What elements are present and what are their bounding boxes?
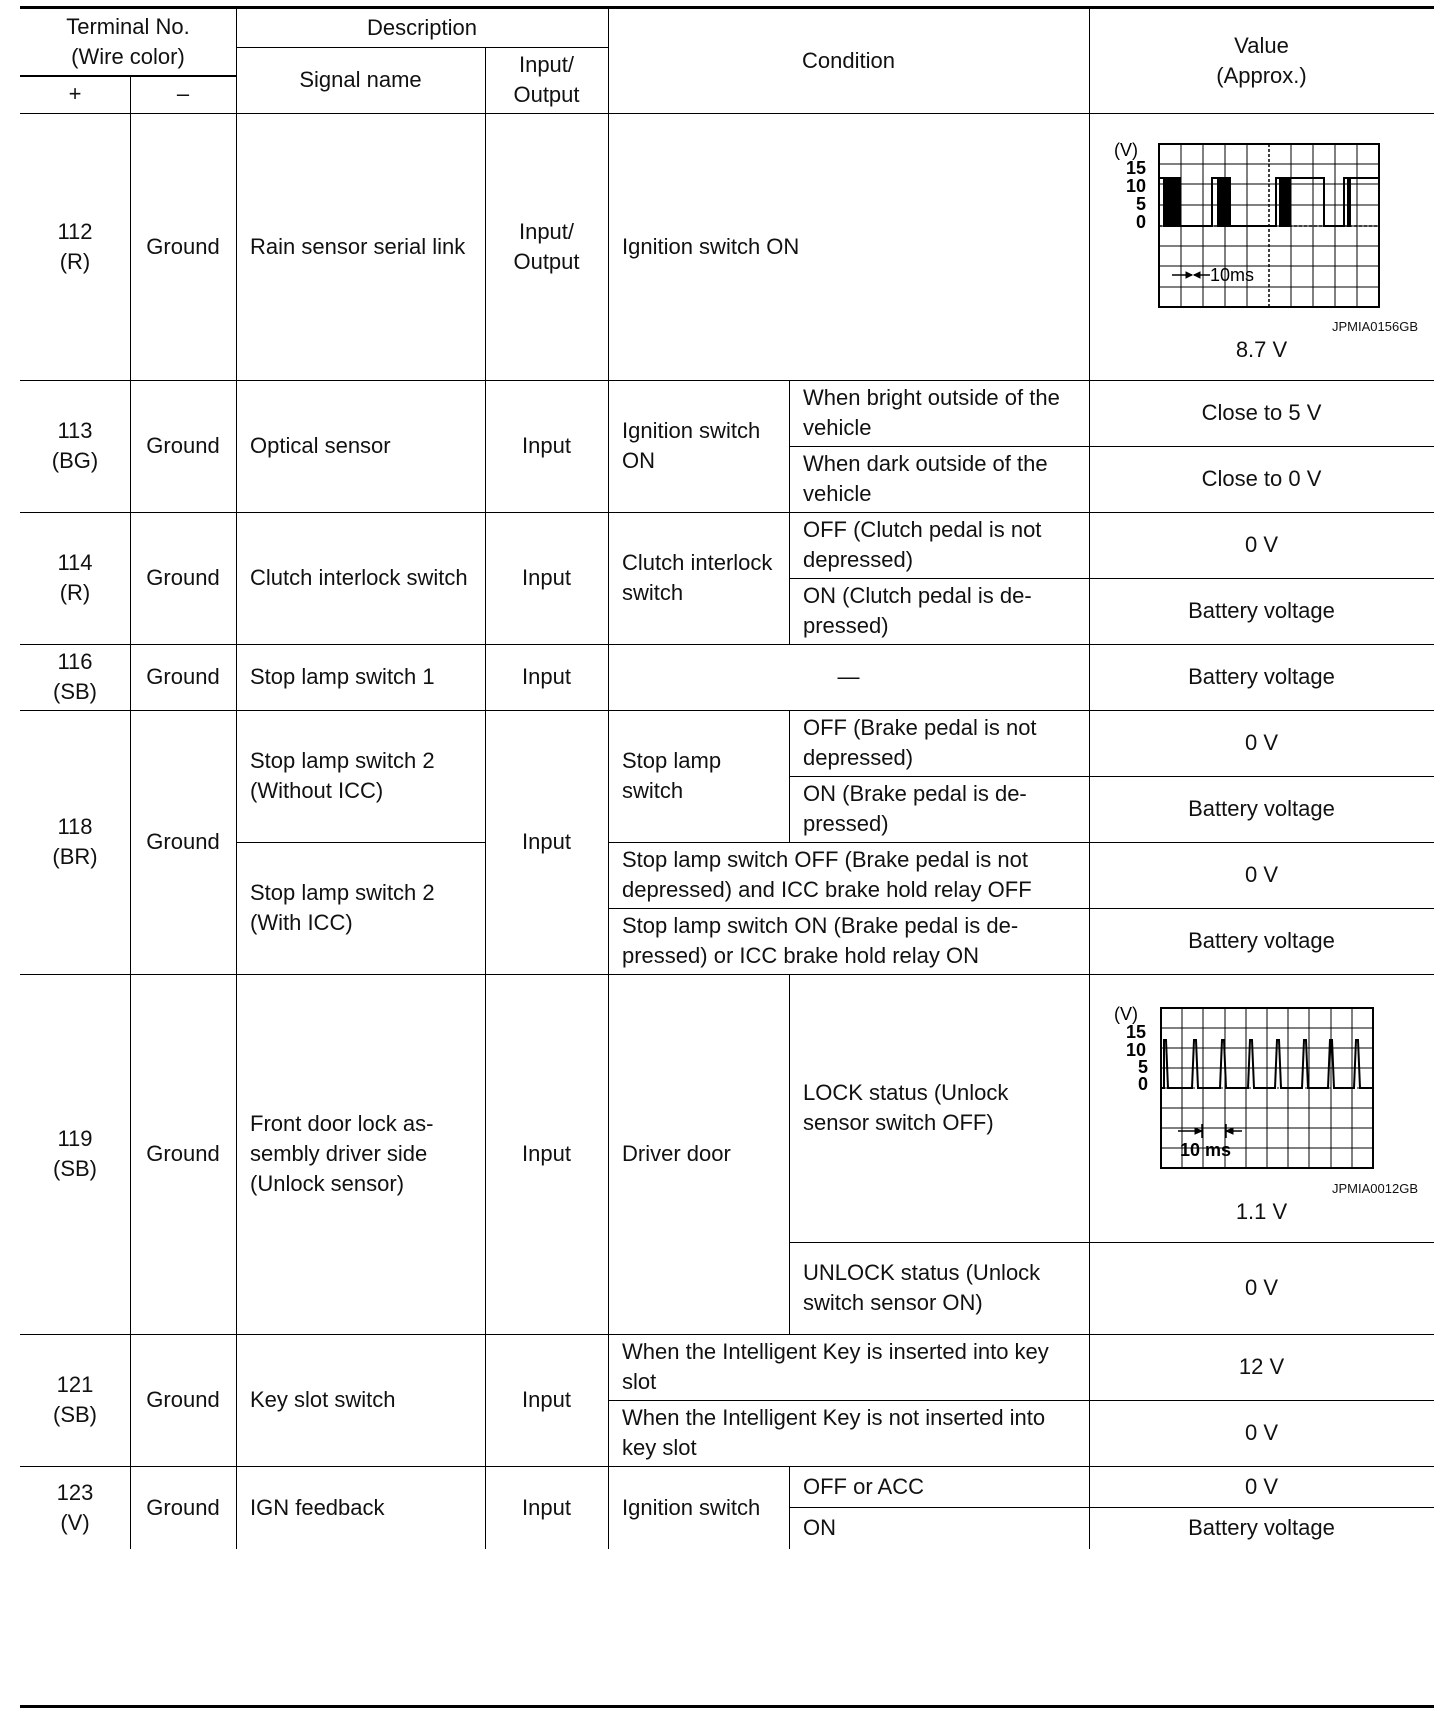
- signal-121: Key slot switch: [250, 1387, 396, 1412]
- value-123-off: 0 V: [1244, 1473, 1279, 1499]
- header-value: [1089, 9, 1434, 113]
- value-116: Battery voltage: [1188, 664, 1335, 689]
- header-approx-label: (Approx.): [1216, 63, 1307, 88]
- wave1-tick-5: 5: [1135, 194, 1146, 214]
- grid-line: [20, 974, 1434, 975]
- wave1-time-label: 10ms: [1209, 265, 1254, 285]
- io-118: Input: [522, 829, 571, 854]
- value-121-not-inserted: 0 V: [1244, 1420, 1279, 1445]
- sub-condition-118-on: ON (Brake pedal is de-pressed): [803, 781, 1027, 836]
- grid-line: [20, 1466, 1434, 1467]
- io-116: Input: [522, 664, 571, 689]
- value-118-off: 0 V: [1244, 730, 1279, 755]
- wire-color: (BR): [52, 844, 98, 869]
- signal-118-with-icc: Stop lamp switch 2 (With ICC): [250, 880, 435, 935]
- grid-line: [20, 75, 236, 77]
- sub-condition-114-on: ON (Clutch pedal is de-pressed): [803, 583, 1032, 638]
- value-119-unlock: 0 V: [1244, 1275, 1279, 1300]
- wave2-id: JPMIA0012GB: [1332, 1180, 1418, 1196]
- value-118-icc-on: Battery voltage: [1188, 928, 1335, 953]
- signal-119: Front door lock as-sembly driver side (Unlock sensor): [250, 1111, 434, 1196]
- sub-condition-113-dark: When dark outside of the vehicle: [803, 451, 1048, 506]
- grid-line: [130, 75, 131, 1549]
- grid-line: [789, 578, 1434, 579]
- sub-condition-118-off: OFF (Brake pedal is not depressed): [803, 715, 1037, 770]
- signal-114: Clutch interlock switch: [250, 565, 468, 590]
- header-wire-color: (Wire color): [71, 44, 185, 69]
- sub-condition-123-off: OFF or ACC: [803, 1473, 925, 1499]
- terminal-116: [20, 644, 130, 710]
- condition-123: Ignition switch: [622, 1494, 761, 1520]
- wave2-tick-10: 10: [1125, 1039, 1146, 1060]
- condition-116: —: [837, 664, 860, 689]
- terminal-123: [20, 1466, 130, 1549]
- terminal-number: 119: [57, 1126, 93, 1151]
- grid-line: [20, 644, 1434, 645]
- condition-118-icc-on: Stop lamp switch ON (Brake pedal is de-pressed) or ICC brake hold relay ON: [622, 913, 1019, 968]
- ground-121: Ground: [146, 1387, 220, 1412]
- wire-color: (V): [60, 1509, 90, 1535]
- io-123: Input: [522, 1494, 571, 1520]
- header-input-output: Input/ Output: [513, 52, 580, 107]
- wire-color: (SB): [53, 679, 97, 704]
- value-118-on: Battery voltage: [1188, 796, 1335, 821]
- header-signal-name: Signal name: [299, 67, 422, 92]
- wave1-unit: (V): [1113, 140, 1138, 160]
- grid-line: [789, 1507, 1434, 1508]
- value-119-lock: [1089, 974, 1434, 1242]
- signal-113: Optical sensor: [250, 433, 391, 458]
- value-121-inserted: 12 V: [1238, 1354, 1285, 1379]
- sub-condition-113-bright: When bright outside of the vehicle: [803, 385, 1060, 440]
- ground-113: Ground: [146, 433, 220, 458]
- terminal-number: 118: [57, 814, 93, 839]
- terminal-number: 113: [57, 418, 93, 443]
- wire-color: (R): [59, 580, 91, 605]
- io-112: Input/ Output: [513, 218, 580, 274]
- grid-line: [20, 512, 1434, 513]
- header-condition: Condition: [802, 48, 895, 73]
- grid-line: [789, 776, 1434, 777]
- value-119-lock-text: 1.1 V: [1235, 1198, 1288, 1224]
- terminal-number: 116: [57, 649, 93, 674]
- grid-line: [236, 47, 608, 48]
- value-112: [1089, 113, 1434, 380]
- value-123-on: Battery voltage: [1188, 1515, 1335, 1540]
- grid-line: [485, 47, 486, 1549]
- header-plus: +: [68, 81, 82, 106]
- condition-118-icc-off: Stop lamp switch OFF (Brake pedal is not depressed) and ICC brake hold relay OFF: [622, 847, 1032, 902]
- sub-condition-123-on: ON: [803, 1515, 836, 1540]
- wire-color: (BG): [51, 448, 99, 473]
- value-114-on: Battery voltage: [1188, 598, 1335, 623]
- terminal-112: [20, 113, 130, 380]
- io-114: Input: [522, 565, 571, 590]
- signal-118-without-icc: Stop lamp switch 2 (Without ICC): [250, 748, 435, 803]
- wave1-tick-15: 15: [1125, 158, 1146, 178]
- ground-119: Ground: [146, 1141, 220, 1166]
- ground-112: Ground: [146, 233, 220, 259]
- terminal-121: [20, 1334, 130, 1466]
- sub-condition-114-off: OFF (Clutch pedal is not depressed): [803, 517, 1042, 572]
- wave2-unit: (V): [1113, 1003, 1138, 1024]
- value-114-off: 0 V: [1244, 532, 1279, 557]
- value-113-dark: Close to 0 V: [1201, 466, 1322, 491]
- waveform-rain-sensor: [1112, 134, 1412, 319]
- terminal-number: 112: [57, 218, 93, 244]
- wave1-tick-0: 0: [1135, 212, 1146, 232]
- terminal-number: 114: [57, 550, 93, 575]
- grid-line: [789, 1242, 1434, 1243]
- sub-condition-119-unlock: UNLOCK status (Unlock switch sensor ON): [803, 1260, 1041, 1315]
- grid-line: [608, 9, 609, 1549]
- grid-line: [608, 908, 1434, 909]
- grid-line: [608, 1400, 1434, 1401]
- ground-116: Ground: [146, 664, 220, 689]
- header-value-label: Value: [1234, 33, 1289, 58]
- grid-line: [20, 710, 1434, 711]
- grid-line: [789, 446, 1434, 447]
- ground-118: Ground: [146, 829, 220, 854]
- wave2-tick-5: 5: [1137, 1056, 1148, 1077]
- header-minus: –: [176, 81, 190, 106]
- grid-line: [789, 974, 790, 1334]
- condition-118: Stop lamp switch: [622, 748, 722, 803]
- terminal-119: [20, 974, 130, 1334]
- wave2-tick-0: 0: [1137, 1073, 1148, 1094]
- signal-123: IGN feedback: [250, 1494, 385, 1520]
- terminal-113: [20, 380, 130, 512]
- condition-119: Driver door: [622, 1141, 731, 1166]
- terminal-118: [20, 710, 130, 974]
- wave2-tick-15: 15: [1125, 1021, 1146, 1042]
- terminal-114: [20, 512, 130, 644]
- grid-line: [20, 113, 1434, 114]
- terminal-number: 123: [56, 1479, 94, 1505]
- io-119: Input: [522, 1141, 571, 1166]
- header-terminal-label: Terminal No.: [66, 14, 190, 39]
- condition-114: Clutch interlock switch: [622, 550, 773, 605]
- grid-line: [20, 1334, 1434, 1335]
- io-113: Input: [522, 433, 571, 458]
- ground-123: Ground: [146, 1494, 220, 1520]
- condition-121-not-inserted: When the Intelligent Key is not inserted into key slot: [622, 1405, 1046, 1460]
- grid-line: [20, 380, 1434, 381]
- wire-color: (R): [59, 248, 91, 274]
- grid-line: [236, 842, 485, 843]
- signal-112: Rain sensor serial link: [250, 233, 466, 259]
- grid-line: [1089, 9, 1090, 1549]
- terminal-table: [20, 6, 1434, 1708]
- ground-114: Ground: [146, 565, 220, 590]
- header-description: Description: [366, 15, 478, 40]
- wire-color: (SB): [53, 1402, 97, 1427]
- signal-116: Stop lamp switch 1: [250, 664, 435, 689]
- wave1-id: JPMIA0156GB: [1332, 319, 1418, 334]
- condition-112: Ignition switch ON: [622, 233, 800, 259]
- waveform-unlock-sensor: [1112, 996, 1412, 1181]
- value-112-text: 8.7 V: [1235, 337, 1288, 362]
- value-113-bright: Close to 5 V: [1201, 400, 1322, 425]
- grid-line: [236, 9, 237, 1549]
- value-118-icc-off: 0 V: [1244, 862, 1279, 887]
- wire-color: (SB): [53, 1156, 97, 1181]
- terminal-number: 121: [56, 1372, 94, 1397]
- condition-113: Ignition switch ON: [622, 418, 761, 473]
- header-terminal-no: [20, 9, 236, 75]
- grid-line: [608, 842, 1434, 843]
- sub-condition-119-lock: LOCK status (Unlock sensor switch OFF): [803, 1080, 1009, 1135]
- wave2-time-label: 10 ms: [1179, 1139, 1231, 1160]
- wave1-tick-10: 10: [1125, 176, 1146, 196]
- condition-121-inserted: When the Intelligent Key is inserted into key slot: [622, 1339, 1049, 1394]
- io-121: Input: [522, 1387, 571, 1412]
